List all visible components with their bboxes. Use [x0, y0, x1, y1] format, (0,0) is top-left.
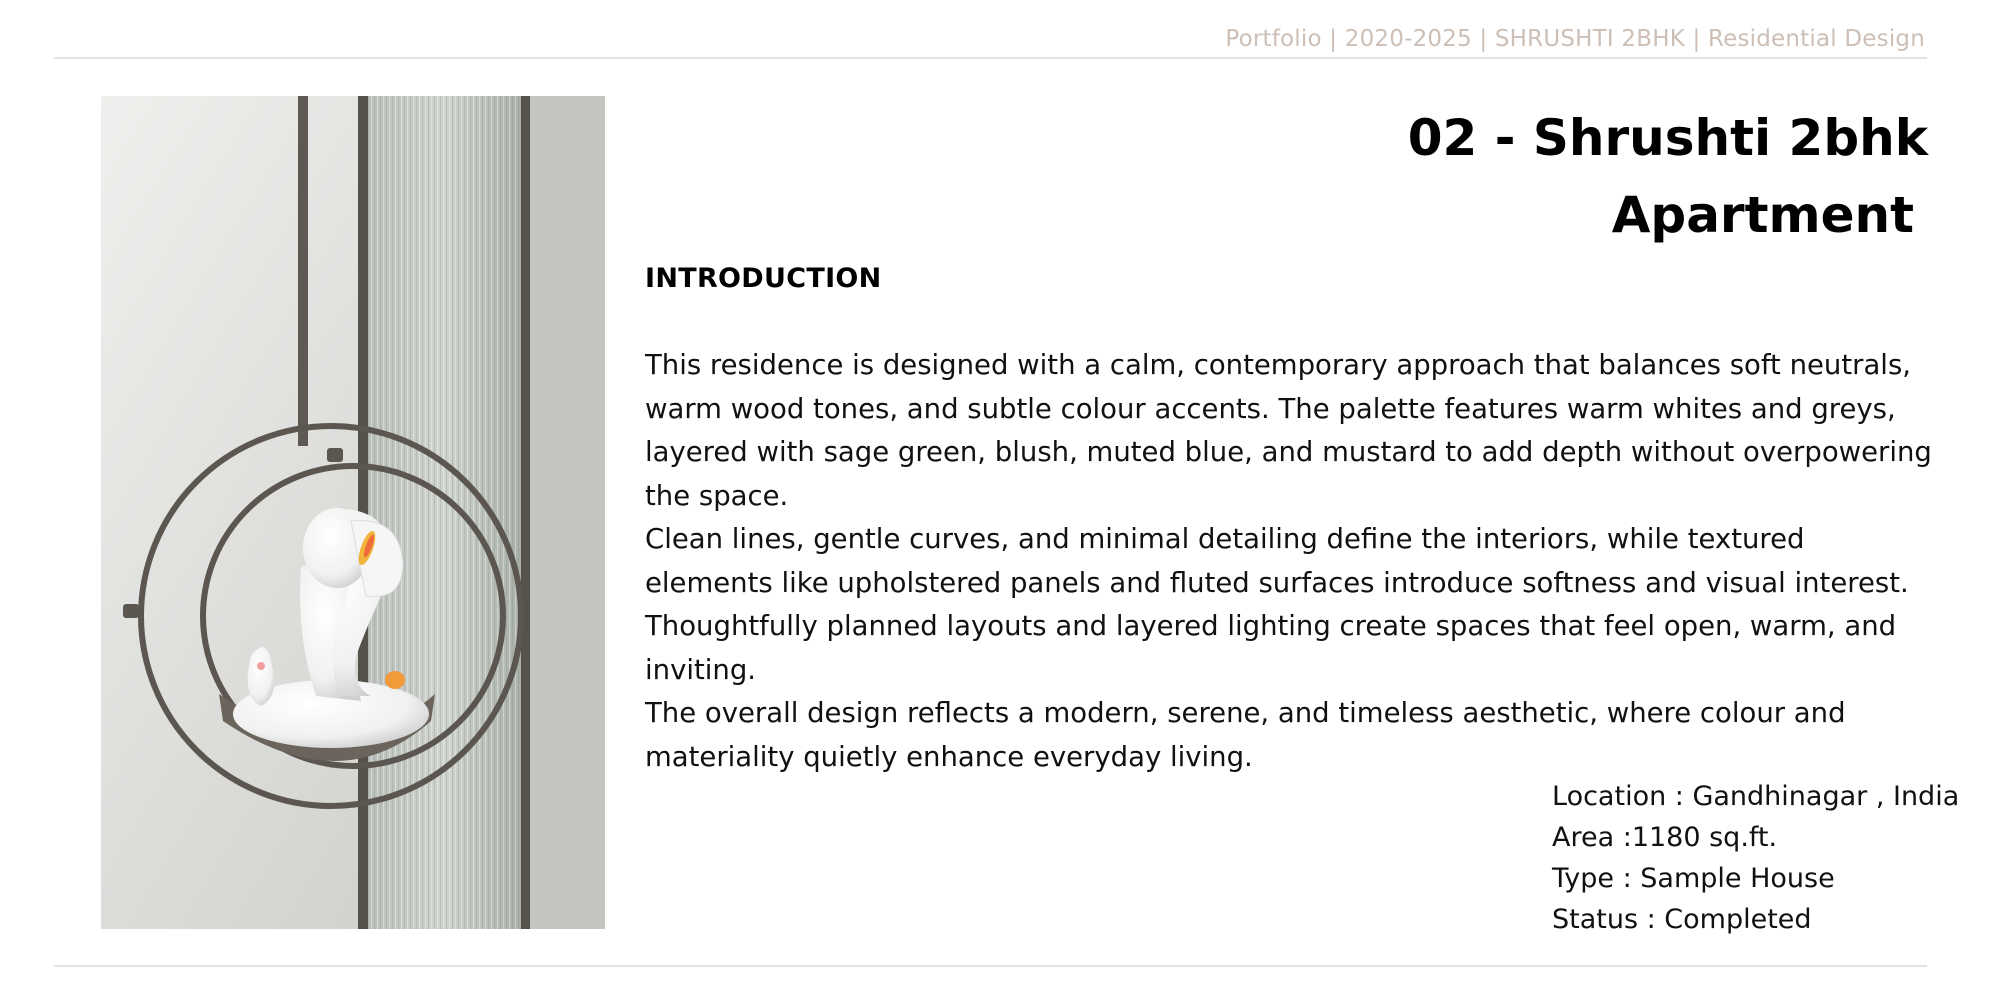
bottom-divider — [54, 965, 1927, 967]
introduction-body — [645, 344, 1940, 779]
page-header: Portfolio | 2020-2025 | SHRUSHTI 2BHK | Residential Design — [1225, 26, 1925, 52]
introduction-paragraph: Clean lines, gentle curves, and minimal detailing define the interiors, while textured elements like upholstered panels and fluted surfaces introduce softness and visual interest. Thoughtfully planned layouts and layered lighting create spaces that feel open, warm, and inviting. — [645, 523, 1909, 686]
project-title-line1: 02 - Shrushti 2bhk — [1407, 109, 1928, 167]
project-title-line2: Apartment — [1611, 186, 1914, 244]
introduction-paragraph: The overall design reflects a modern, serene, and timeless aesthetic, where colour and materiality quietly enhance everyday living. — [645, 697, 1846, 773]
project-title — [1408, 100, 1928, 254]
spec-location: Location : Gandhinagar , India — [1552, 781, 1960, 812]
introduction-paragraph: This residence is designed with a calm, contemporary approach that balances soft neutrals, warm wood tones, and subtle colour accents. The palette features warm whites and greys, layered with sage green, blush, muted blue, and mustard to add depth without overpowering the space. — [645, 349, 1932, 512]
project-photo — [101, 96, 605, 929]
introduction-heading: INTRODUCTION — [645, 263, 882, 294]
spec-type: Type : Sample House — [1552, 863, 1835, 894]
spec-area: Area :1180 sq.ft. — [1552, 822, 1778, 853]
top-divider — [54, 57, 1927, 59]
project-specs — [1552, 776, 1959, 940]
spec-status: Status : Completed — [1552, 904, 1812, 935]
